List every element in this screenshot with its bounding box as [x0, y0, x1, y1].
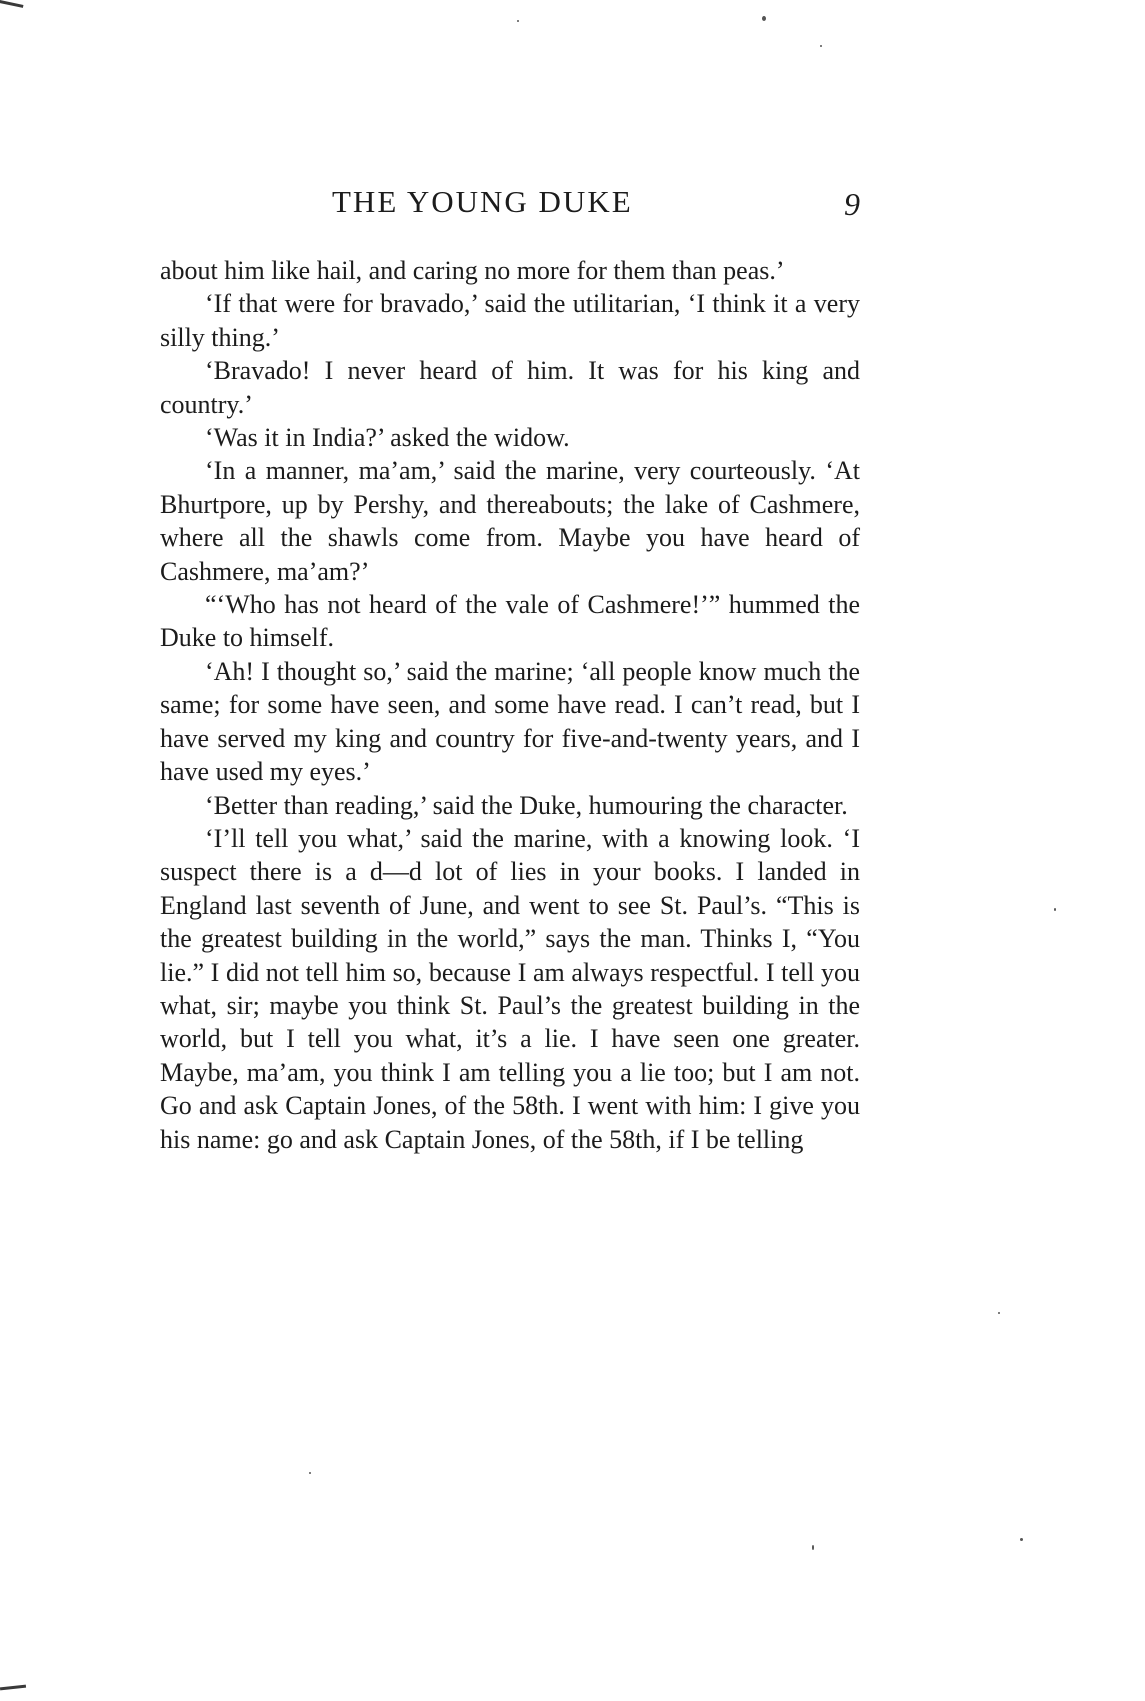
paragraph: ‘Was it in India?’ asked the widow.	[205, 423, 570, 453]
paragraph: ‘I’ll tell you what,’ said the marine, with a knowing look. ‘I suspect there is a d—d lot of lies in your books. I landed in England last seventh of June, and went to see St. Paul’s. “This is the greatest building in the world,” says the man. Thinks I, “You lie.” I did not tell him so, because I am always respectful. I tell you what, sir; maybe you think St. Paul’s the greatest building in the world, but I tell you what, it’s a lie. I have seen one greater. Maybe, ma’am, you think I am telling you a lie too; but I am not. Go and ask Captain Jones, of the 58th. I went with him: I give you his name: go and ask Captain Jones, of the 58th, if I be telling	[160, 823, 860, 1154]
running-title: THE YOUNG DUKE	[332, 184, 633, 219]
scan-speck	[309, 1472, 311, 1474]
paragraph: “‘Who has not heard of the vale of Cashmere!’” hummed the Duke to himself.	[160, 590, 860, 653]
body-text	[160, 254, 860, 1156]
page-number: 9	[844, 186, 860, 222]
paragraph: ‘If that were for bravado,’ said the utilitarian, ‘I think it a very silly thing.’	[160, 289, 860, 352]
paragraph: ‘In a manner, ma’am,’ said the marine, very courteously. ‘At Bhurtpore, up by Pershy, and thereabouts; the lake of Cashmere, where all the shawls come from. Maybe you have heard of Cashmere, ma’am?’	[160, 456, 860, 586]
paragraph: ‘Ah! I thought so,’ said the marine; ‘all people know much the same; for some have seen, and some have read. I can’t read, but I have served my king and country for five-and-twenty years, and I have used my eyes.’	[160, 656, 860, 787]
paragraph: about him like hail, and caring no more for them than peas.’	[160, 256, 785, 285]
running-head	[160, 182, 860, 222]
paragraph: ‘Bravado! I never heard of him. It was for his king and country.’	[160, 356, 860, 419]
scan-speck	[762, 16, 766, 21]
scan-speck	[517, 20, 519, 22]
paragraph: ‘Better than reading,’ said the Duke, humouring the character.	[205, 790, 848, 820]
scan-speck	[812, 1545, 814, 1550]
scan-speck	[1020, 1538, 1023, 1541]
scan-speck	[998, 1312, 1000, 1314]
scan-edge-mark	[0, 1685, 26, 1691]
scan-speck	[820, 45, 822, 47]
scan-speck	[1054, 908, 1056, 911]
scan-edge-mark	[0, 0, 23, 8]
